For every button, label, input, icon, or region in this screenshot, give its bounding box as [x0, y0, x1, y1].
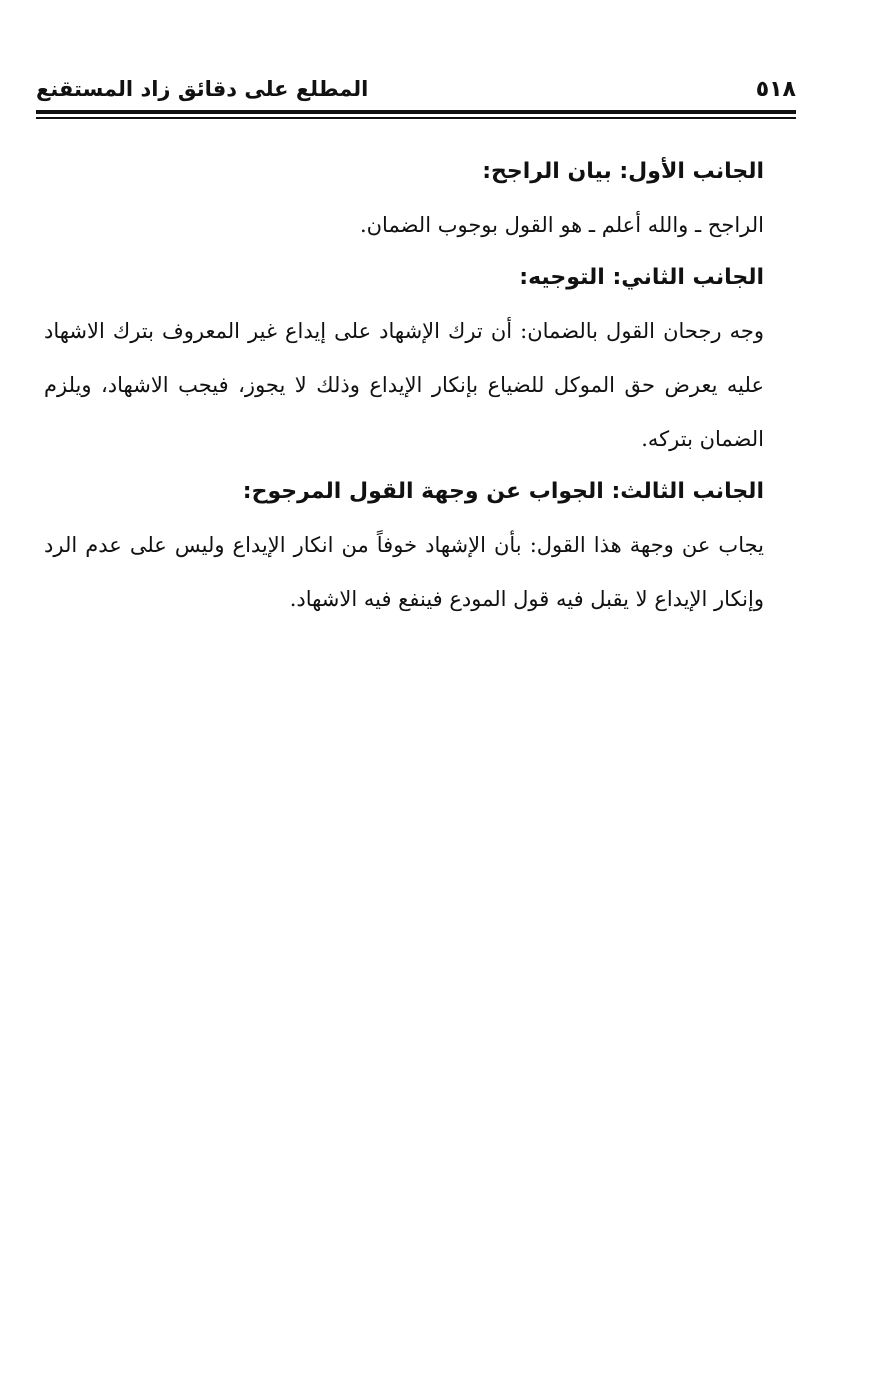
page-number: ٥١٨ — [755, 76, 796, 102]
header-rule-thick — [36, 110, 796, 114]
section-heading-3: الجانب الثالث: الجواب عن وجهة القول المرجوح: — [242, 479, 764, 504]
page-header — [36, 72, 796, 106]
header-rule-thin — [36, 117, 796, 119]
section-heading-1: الجانب الأول: بيان الراجح: — [482, 159, 764, 184]
section-heading-2: الجانب الثاني: التوجيه: — [519, 265, 764, 290]
section-text-1: الراجح ـ والله أعلم ـ هو القول بوجوب الضمان. — [359, 213, 764, 237]
section-text-3: يجاب عن وجهة هذا القول: بأن الإشهاد خوفاً من انكار الإيداع وليس على عدم الرد وإنكار الإيداع لا يقبل فيه قول المودع فينفع فيه الاشهاد. — [44, 533, 764, 611]
section-text-2: وجه رجحان القول بالضمان: أن ترك الإشهاد على إيداع غير المعروف بترك الاشهاد عليه يعرض حق الموكل للضياع بإنكار الإيداع وذلك لا يجوز، فيجب الاشهاد، ويلزم الضمان بتركه. — [44, 319, 764, 451]
running-title: المطلع على دقائق زاد المستقنع — [36, 77, 369, 101]
page-body — [44, 146, 764, 626]
